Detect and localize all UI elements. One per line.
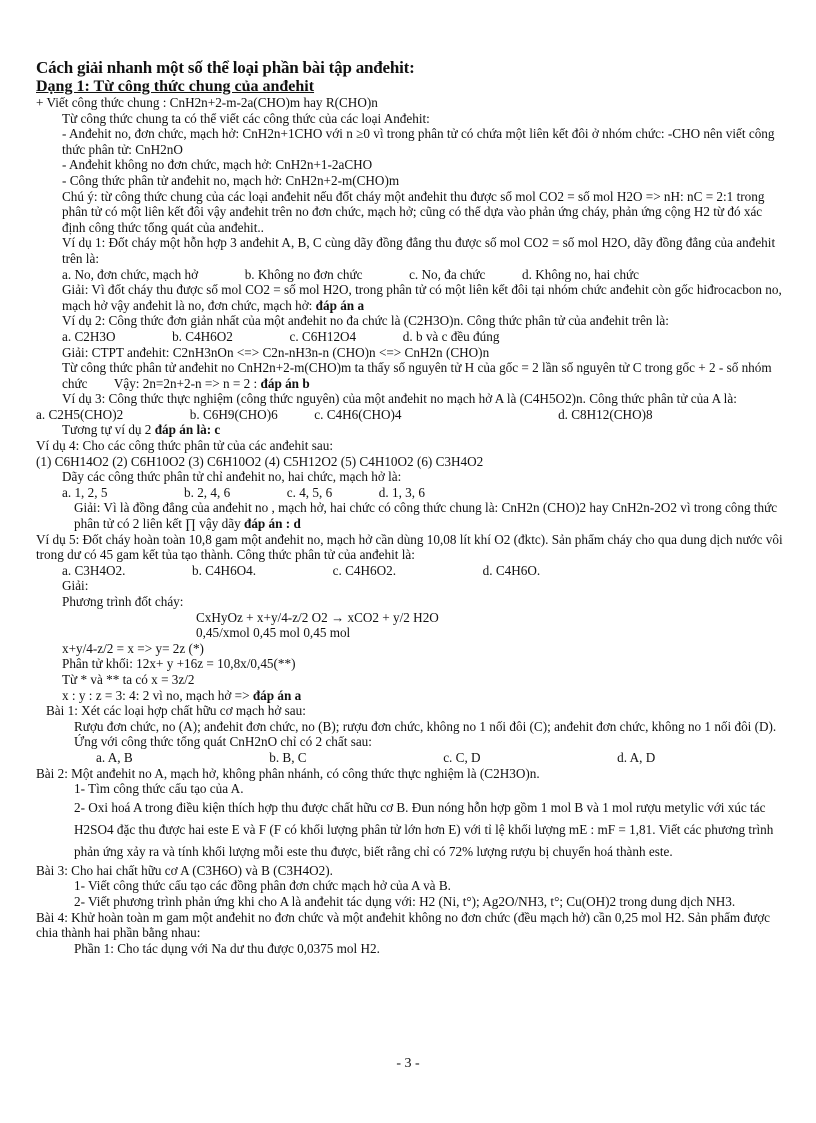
text-line: [36, 282, 788, 313]
page-title: Cách giải nhanh một số thể loại phần bài tập anđehit:: [36, 58, 415, 77]
equation: CxHyOz + x+y/4-z/2 O2 → xCO2 + y/2 H2O: [196, 609, 439, 625]
text-line: - Anđehit no, đơn chức, mạch hở: CnH2n+1CHO với n ≥0 vì trong phân tử có chứa một liên kết đôi ở nhóm chức: -CHO nên viết công thức phân tử: CnH2nO: [62, 126, 775, 157]
answer: đáp án a: [252, 687, 302, 703]
answer: đáp án là: c: [154, 422, 221, 438]
option: d. 1, 3, 6: [378, 484, 425, 500]
exercise-3: Bài 3: Cho hai chất hữu cơ A (C3H6O) và B (C3H4O2).: [36, 862, 333, 878]
text-line: [36, 360, 788, 391]
equation: 0,45/xmol 0,45 mol 0,45 mol: [196, 625, 351, 641]
option: d. b và c đều đúng: [402, 328, 500, 344]
option: b. Không no đơn chức: [244, 266, 363, 282]
option: b. B, C: [269, 749, 307, 765]
exercise-2: Bài 2: Một anđehit no A, mạch hở, không phân nhánh, có công thức thực nghiệm là (C2H3O)n.: [36, 765, 540, 781]
solution-text: Vậy: 2n=2n+2-n => n = 2 :: [113, 375, 258, 391]
option: b. C4H6O2: [172, 328, 233, 344]
document-page: [36, 58, 788, 956]
text-line: Phương trình đốt cháy:: [62, 594, 184, 609]
example-2: Ví dụ 2: Công thức đơn giản nhất của một anđehit no đa chức là (C2H3O)n. Công thức phân tử của anđehit trên là:: [62, 313, 669, 329]
text-line: Từ công thức chung ta có thể viết các công thức của các loại Anđehit:: [62, 110, 430, 126]
answer: đáp án a: [315, 297, 365, 313]
equation: Phân tử khối: 12x+ y +16z = 10,8x/0,45(**): [62, 656, 296, 672]
option: b. C6H9(CHO)6: [189, 406, 278, 422]
exercise-1: Bài 1: Xét các loại hợp chất hữu cơ mạch hở sau:: [46, 703, 306, 719]
solution-text: Tương tự ví dụ 2: [62, 422, 152, 438]
solution-text: Giải: Vì đốt cháy thu được số mol CO2 = số mol H2O, trong phân tử có một liên kết đôi tại nhóm chức anđehit còn gốc hiđrocacbon no, mạch hở vậy anđehit là no, đơn chức, mạch hở:: [62, 282, 782, 313]
option: a. C2H5(CHO)2: [36, 406, 124, 422]
answer: đáp án : d: [243, 516, 301, 532]
option: c. 4, 5, 6: [286, 484, 333, 500]
option: d. C4H6O.: [482, 562, 541, 578]
example-4: Ví dụ 4: Cho các công thức phân tử của các anđehit sau:: [36, 438, 333, 454]
option: c. C4H6O2.: [332, 562, 397, 578]
text-line: 2- Viết phương trình phản ứng khi cho A là anđehit tác dụng với: H2 (Ni, t°); Ag2O/NH3, t°; Cu(OH)2 trong dung dịch NH3.: [74, 893, 736, 909]
option: a. No, đơn chức, mạch hở: [62, 266, 199, 282]
option: c. C6H12O4: [289, 328, 357, 344]
text-line: Phần 1: Cho tác dụng với Na dư thu được 0,0375 mol H2.: [74, 940, 380, 956]
option: c. No, đa chức: [409, 266, 486, 282]
option: d. Không no, hai chức: [522, 266, 640, 282]
text-line: Dãy các công thức phân tử chỉ anđehit no, hai chức, mạch hở là:: [62, 469, 402, 485]
option: d. C8H12(CHO)8: [558, 406, 653, 422]
example-1: Ví dụ 1: Đốt cháy một hỗn hợp 3 anđehit A, B, C cùng dãy đồng đẳng thu được số mol CO2 = số mol H2O, dãy đồng đẳng của anđehit trên là:: [62, 235, 776, 266]
text-line: - Công thức phân tử anđehit no, mạch hở: CnH2n+2-m(CHO)m: [62, 172, 400, 188]
options-row: [36, 407, 788, 423]
options-row: [36, 267, 788, 283]
option: b. 2, 4, 6: [184, 484, 231, 500]
text-line: 1- Viết công thức cấu tạo các đồng phân đơn chức mạch hở của A và B.: [74, 878, 451, 894]
equation: x+y/4-z/2 = x => y= 2z (*): [62, 640, 204, 656]
text-line: Chú ý: từ công thức chung của các loại anđehit nếu đốt cháy một anđehit thu được số mol CO2 = số mol H2O => nH: nC = 2:1 trong phân tử có một liên kết đôi vậy anđehit trên no đơn chức, mạch hở; cũng có thể dựa vào phản ứng cháy, phản ứng cộng H2 từ đó xác định công thức tổng quát của anđehit..: [62, 188, 765, 235]
text-line: + Viết công thức chung : CnH2n+2-m-2a(CHO)m hay R(CHO)n: [36, 95, 378, 110]
text-line: [36, 422, 788, 438]
option: c. C4H6(CHO)4: [314, 406, 402, 422]
option: a. A, B: [96, 749, 133, 765]
example-3: Ví dụ 3: Công thức thực nghiệm (công thức nguyên) của một anđehit no mạch hở A là (C4H5O2)n. Công thức phân tử của A là:: [62, 391, 737, 407]
option: d. A, D: [617, 749, 656, 765]
example-5: Ví dụ 5: Đốt cháy hoàn toàn 10,8 gam một anđehit no, mạch hở cần dùng 10,08 lít khí O2 (đktc). Sản phẩm cháy cho qua dung dịch nước vôi trong dư có 45 gam kết tủa tạo thành. Công thức phân tử của anđehit là:: [36, 531, 783, 563]
options-row: [36, 485, 788, 501]
text-line: 2- Oxi hoá A trong điều kiện thích hợp thu được chất hữu cơ B. Đun nóng hỗn hợp gồm 1 mol B và 1 mol rượu metylic với xúc tác H2SO4 đặc thu được hai este E và F (F có khối lượng phân tử lớn hơn E) với tỉ lệ khối lượng mE : mF = 1,81. Viết các phương trình phản ứng xảy ra và tính khối lượng mỗi este thu được, biết rằng chỉ có 72% lượng rượu bị chuyển hoá thành este.: [74, 799, 774, 859]
page-number: - 3 -: [396, 1056, 420, 1071]
solution-text: x : y : z = 3: 4: 2 vì no, mạch hở =>: [62, 687, 250, 703]
options-row: [36, 563, 788, 579]
text-line: [36, 500, 788, 531]
text-line: Giải: CTPT anđehit: C2nH3nOn <=> C2n-nH3n-n (CHO)n <=> CnH2n (CHO)n: [62, 344, 490, 360]
text-line: 1- Tìm công thức cấu tạo của A.: [74, 781, 244, 797]
equation: Từ * và ** ta có x = 3z/2: [62, 671, 195, 687]
section-heading: Dạng 1: Từ công thức chung của anđehit: [36, 78, 315, 95]
option: a. C3H4O2.: [62, 562, 126, 578]
text-line: Rượu đơn chức, no (A); anđehit đơn chức, no (B); rượu đơn chức, không no 1 nối đôi (C); anđehit đơn chức, không no 1 nối đôi (D). Ứng với công thức tổng quát CnH2nO chỉ có 2 chất sau:: [74, 718, 777, 750]
option: c. C, D: [443, 749, 481, 765]
solution-text: Giải: Vì là đồng đẳng của anđehit no , mạch hở, hai chức có công thức chung là: CnH2n (CHO)2 hay CnH2n-2O2 vì trong công thức phân tử có 2 liên kết ∏ vậy dãy: [74, 500, 778, 532]
exercise-4: Bài 4: Khử hoàn toàn m gam một anđehit no đơn chức và một anđehit không no đơn chức (đều mạch hở) cần 0,25 mol H2. Sản phẩm được chia thành hai phần bằng nhau:: [36, 909, 771, 941]
option: a. C2H3O: [62, 328, 116, 344]
text-line: Giải:: [62, 578, 89, 594]
option: b. C4H6O4.: [191, 562, 257, 578]
solution-text: Từ công thức phân tử anđehit no CnH2n+2-m(CHO)m ta thấy số nguyên tử H của gốc = 2 lần số nguyên tử C trong gốc + 2 - số nhóm chức: [62, 360, 772, 391]
options-row: [36, 750, 788, 766]
options-row: [36, 329, 788, 345]
option: a. 1, 2, 5: [62, 484, 108, 500]
text-line: - Anđehit không no đơn chức, mạch hở: CnH2n+1-2aCHO: [62, 157, 373, 173]
text-line: [36, 688, 788, 704]
answer: đáp án b: [260, 375, 310, 391]
text-line: (1) C6H14O2 (2) C6H10O2 (3) C6H10O2 (4) C5H12O2 (5) C4H10O2 (6) C3H4O2: [36, 453, 484, 469]
